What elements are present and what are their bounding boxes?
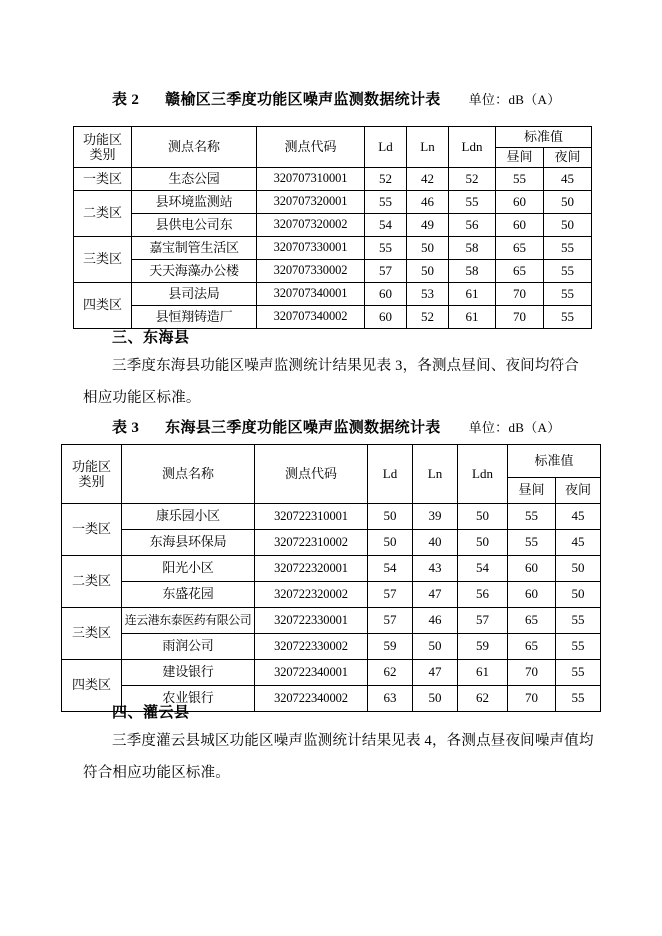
- table-3-th-category-line2: 类别: [78, 474, 105, 489]
- table-2-ln: 49: [407, 214, 449, 237]
- table-3-ld: 59: [368, 634, 413, 660]
- table-3-ld: 63: [368, 686, 413, 712]
- table-2-day: 60: [496, 214, 544, 237]
- table-3-site-code: 320722330002: [255, 634, 368, 660]
- table-3-ln: 47: [413, 660, 458, 686]
- table-3-ln: 47: [413, 582, 458, 608]
- table-2-ld: 60: [365, 283, 407, 306]
- table-2-th-site-name: 测点名称: [132, 127, 257, 168]
- table-3-th-nighttime: 夜间: [556, 478, 601, 504]
- table-3-site-code: 320722340002: [255, 686, 368, 712]
- table-row: [74, 237, 592, 260]
- table-3-site-name: 阳光小区: [122, 556, 255, 582]
- table-2-th-ln: Ln: [407, 127, 449, 168]
- table-2-day: 70: [496, 283, 544, 306]
- table-3-ln: 43: [413, 556, 458, 582]
- table-3-th-category-line1: 功能区: [71, 458, 111, 474]
- table-2-site-code: 320707320002: [257, 214, 365, 237]
- table-2-site-name: 县司法局: [132, 283, 257, 306]
- table-3-ldn: 61: [458, 660, 508, 686]
- table-3-ln: 50: [413, 686, 458, 712]
- table-3-th-category: [62, 445, 122, 504]
- table-3-th-site-code: 测点代码: [255, 445, 368, 504]
- table-3-night: 55: [556, 608, 601, 634]
- table-3-night: 45: [556, 530, 601, 556]
- table-2-ld: 55: [365, 191, 407, 214]
- table-2-caption-title: 赣榆区三季度功能区噪声监测数据统计表: [165, 92, 441, 108]
- table-row: [62, 504, 601, 530]
- table-row: [74, 168, 592, 191]
- table-2-ld: 54: [365, 214, 407, 237]
- table-3-day: 60: [508, 582, 556, 608]
- table-3-category-cell: 三类区: [62, 608, 122, 660]
- table-3-th-ln: Ln: [413, 445, 458, 504]
- table-2-header-row-1: [74, 127, 592, 148]
- table-3-ln: 39: [413, 504, 458, 530]
- table-2-site-name: 县环境监测站: [132, 191, 257, 214]
- table-2-ldn: 58: [449, 237, 496, 260]
- table-3-night: 55: [556, 686, 601, 712]
- table-row: [62, 660, 601, 686]
- table-3-site-code: 320722340001: [255, 660, 368, 686]
- table-2-ldn: 55: [449, 191, 496, 214]
- table-2-site-code: 320707320001: [257, 191, 365, 214]
- table-3-ld: 54: [368, 556, 413, 582]
- table-row: [62, 582, 601, 608]
- table-2-ld: 57: [365, 260, 407, 283]
- table-3-ldn: 62: [458, 686, 508, 712]
- table-3-ldn: 56: [458, 582, 508, 608]
- table-2-night: 55: [544, 237, 592, 260]
- table-3-site-code: 320722320001: [255, 556, 368, 582]
- table-2-site-name: 天天海藻办公楼: [132, 260, 257, 283]
- table-2-ldn: 61: [449, 306, 496, 329]
- table-2-ln: 52: [407, 306, 449, 329]
- table-3-day: 70: [508, 660, 556, 686]
- table-2-ldn: 56: [449, 214, 496, 237]
- table-2-night: 50: [544, 191, 592, 214]
- table-2-ln: 53: [407, 283, 449, 306]
- table-2-site-code: 320707330001: [257, 237, 365, 260]
- table-3-ldn: 50: [458, 530, 508, 556]
- table-row: [74, 260, 592, 283]
- table-3-ld: 50: [368, 530, 413, 556]
- table-2-night: 55: [544, 260, 592, 283]
- table-2-th-nighttime: 夜间: [544, 148, 592, 168]
- table-2-th-category: [74, 127, 132, 168]
- table-2-day: 65: [496, 237, 544, 260]
- table-3-caption-number: 表 3: [112, 420, 140, 436]
- table-3-site-code: 320722310001: [255, 504, 368, 530]
- table-2-th-site-code: 测点代码: [257, 127, 365, 168]
- table-3-header-row-1: [62, 445, 601, 478]
- table-3-site-name: 连云港东泰医药有限公司: [122, 608, 255, 634]
- table-3-ld: 57: [368, 608, 413, 634]
- table-3-site-name: 东海县环保局: [122, 530, 255, 556]
- table-2-day: 70: [496, 306, 544, 329]
- table-2-ln: 42: [407, 168, 449, 191]
- section-heading-guanyun: 四、灌云县: [112, 705, 190, 721]
- table-3-th-ld: Ld: [368, 445, 413, 504]
- table-3-container: [61, 444, 601, 712]
- section-heading-donghai: 三、东海县: [112, 330, 190, 346]
- table-2-ld: 60: [365, 306, 407, 329]
- table-2-caption: [112, 88, 561, 109]
- table-2-site-code: 320707330002: [257, 260, 365, 283]
- table-3-caption-title: 东海县三季度功能区噪声监测数据统计表: [165, 420, 441, 436]
- table-3-day: 55: [508, 530, 556, 556]
- table-2-site-name: 生态公园: [132, 168, 257, 191]
- table-2-day: 55: [496, 168, 544, 191]
- section-paragraph-donghai: [83, 350, 593, 414]
- table-2-container: [73, 126, 592, 329]
- table-3-day: 65: [508, 634, 556, 660]
- table-2-caption-number: 表 2: [112, 92, 140, 108]
- table-2-night: 45: [544, 168, 592, 191]
- table-3-site-name: 康乐园小区: [122, 504, 255, 530]
- table-3-th-daytime: 昼间: [508, 478, 556, 504]
- table-2-ldn: 58: [449, 260, 496, 283]
- table-3-site-name: 建设银行: [122, 660, 255, 686]
- table-2-ldn: 52: [449, 168, 496, 191]
- noise-data-table-3: [61, 444, 601, 712]
- table-3-day: 55: [508, 504, 556, 530]
- paragraph-text: 三季度灌云县城区功能区噪声监测统计结果见表 4，各测点昼夜间噪声值均符合相应功能区标准。: [83, 733, 594, 781]
- table-2-site-name: 县恒翔铸造厂: [132, 306, 257, 329]
- table-3-category-cell: 一类区: [62, 504, 122, 556]
- table-2-category-cell: 四类区: [74, 283, 132, 329]
- table-3-category-cell: 四类区: [62, 660, 122, 712]
- section-paragraph-guanyun: [83, 725, 595, 789]
- table-2-category-cell: 三类区: [74, 237, 132, 283]
- table-2-caption-unit: 单位：dB（A）: [468, 92, 561, 107]
- table-3-site-code: 320722310002: [255, 530, 368, 556]
- table-3-day: 65: [508, 608, 556, 634]
- table-2-night: 55: [544, 306, 592, 329]
- table-3-caption: [112, 416, 561, 437]
- table-3-ld: 57: [368, 582, 413, 608]
- table-3-ldn: 50: [458, 504, 508, 530]
- paragraph-text: 三季度东海县功能区噪声监测统计结果见表 3，各测点昼间、夜间均符合相应功能区标准。: [83, 358, 579, 406]
- table-3-night: 45: [556, 504, 601, 530]
- table-3-th-ldn: Ldn: [458, 445, 508, 504]
- table-2-site-name: 县供电公司东: [132, 214, 257, 237]
- table-row: [74, 214, 592, 237]
- table-3-site-name: 雨润公司: [122, 634, 255, 660]
- table-3-night: 55: [556, 660, 601, 686]
- table-2-ld: 52: [365, 168, 407, 191]
- table-2-th-daytime: 昼间: [496, 148, 544, 168]
- table-3-ln: 46: [413, 608, 458, 634]
- table-2-ln: 50: [407, 260, 449, 283]
- table-3-ln: 50: [413, 634, 458, 660]
- table-3-ln: 40: [413, 530, 458, 556]
- table-2-ldn: 61: [449, 283, 496, 306]
- table-3-ldn: 57: [458, 608, 508, 634]
- table-3-body: [62, 504, 601, 712]
- table-3-th-standard: 标准值: [508, 445, 601, 478]
- table-3-site-name: 东盛花园: [122, 582, 255, 608]
- table-2-body: [74, 168, 592, 329]
- table-row: [62, 530, 601, 556]
- table-3-day: 60: [508, 556, 556, 582]
- table-2-th-category-line1: 功能区: [82, 131, 122, 147]
- table-3-category-cell: 二类区: [62, 556, 122, 608]
- table-2-category-cell: 二类区: [74, 191, 132, 237]
- table-2-night: 50: [544, 214, 592, 237]
- table-3-ldn: 54: [458, 556, 508, 582]
- table-3-site-code: 320722330001: [255, 608, 368, 634]
- table-2-th-ld: Ld: [365, 127, 407, 168]
- table-row: [62, 608, 601, 634]
- table-2-ln: 46: [407, 191, 449, 214]
- table-3-ldn: 59: [458, 634, 508, 660]
- table-2-site-code: 320707310001: [257, 168, 365, 191]
- table-2-site-code: 320707340002: [257, 306, 365, 329]
- table-3-site-name: 农业银行: [122, 686, 255, 712]
- table-2-site-name: 嘉宝制管生活区: [132, 237, 257, 260]
- table-2-night: 55: [544, 283, 592, 306]
- table-3-night: 50: [556, 556, 601, 582]
- table-3-head: [62, 445, 601, 504]
- table-2-ln: 50: [407, 237, 449, 260]
- table-row: [74, 283, 592, 306]
- table-3-th-site-name: 测点名称: [122, 445, 255, 504]
- table-row: [74, 191, 592, 214]
- table-2-day: 65: [496, 260, 544, 283]
- table-2-th-ldn: Ldn: [449, 127, 496, 168]
- table-2-category-cell: 一类区: [74, 168, 132, 191]
- table-3-site-code: 320722320002: [255, 582, 368, 608]
- table-row: [62, 634, 601, 660]
- table-2-head: [74, 127, 592, 168]
- table-3-ld: 50: [368, 504, 413, 530]
- noise-data-table-2: [73, 126, 592, 329]
- table-2-th-standard: 标准值: [496, 127, 592, 148]
- table-3-night: 50: [556, 582, 601, 608]
- table-3-night: 55: [556, 634, 601, 660]
- table-2-ld: 55: [365, 237, 407, 260]
- table-2-day: 60: [496, 191, 544, 214]
- table-3-caption-unit: 单位：dB（A）: [468, 420, 561, 435]
- table-3-day: 70: [508, 686, 556, 712]
- table-3-ld: 62: [368, 660, 413, 686]
- table-2-site-code: 320707340001: [257, 283, 365, 306]
- table-2-th-category-line2: 类别: [89, 147, 116, 162]
- table-row: [62, 556, 601, 582]
